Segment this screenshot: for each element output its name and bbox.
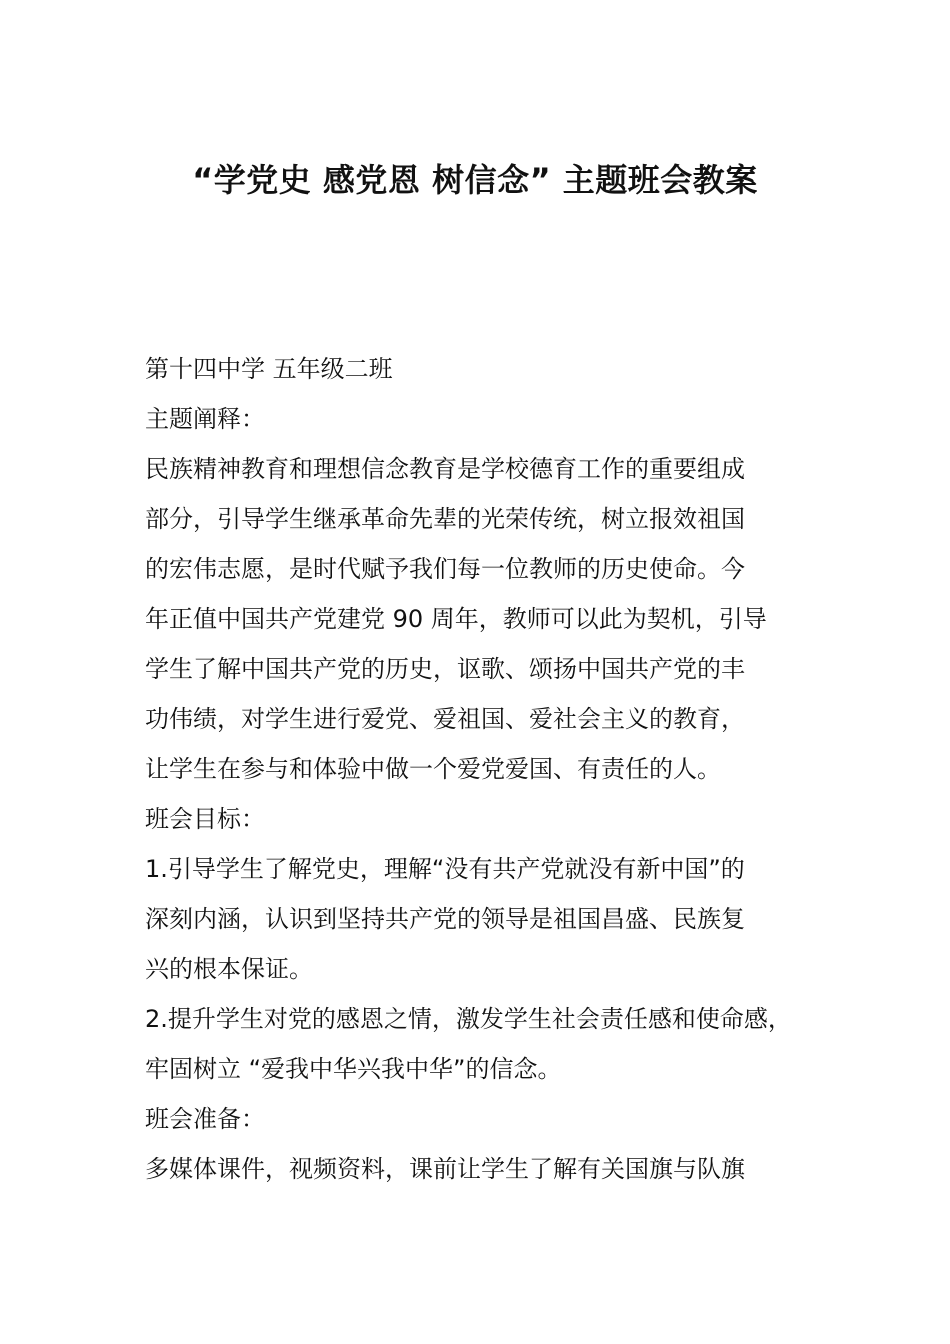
paragraph-line: 民族精神教育和理想信念教育是学校德育工作的重要组成 bbox=[145, 455, 745, 483]
preparation-line: 多媒体课件，视频资料，课前让学生了解有关国旗与队旗 bbox=[145, 1155, 745, 1183]
paragraph-line: 年正值中国共产党建党 90 周年，教师可以此为契机，引导 bbox=[145, 605, 767, 633]
paragraph-line: 让学生在参与和体验中做一个爱党爱国、有责任的人。 bbox=[145, 755, 721, 783]
document-body bbox=[145, 344, 835, 1194]
paragraph-line: 部分，引导学生继承革命先辈的光荣传统，树立报效祖国 bbox=[145, 505, 745, 533]
paragraph-line: 的宏伟志愿，是时代赋予我们每一位教师的历史使命。今 bbox=[145, 555, 745, 583]
goal-line: 1.引导学生了解党史，理解“没有共产党就没有新中国”的 bbox=[145, 855, 745, 883]
section-heading-goals: 班会目标： bbox=[145, 805, 265, 833]
paragraph-line: 功伟绩，对学生进行爱党、爱祖国、爱社会主义的教育， bbox=[145, 705, 745, 733]
section-heading-preparation: 班会准备： bbox=[145, 1105, 265, 1133]
document-title: “学党史 感党恩 树信念” 主题班会教案 bbox=[192, 161, 758, 199]
section-heading-theme: 主题阐释： bbox=[145, 405, 265, 433]
paragraph-line: 学生了解中国共产党的历史，讴歌、颂扬中国共产党的丰 bbox=[145, 655, 745, 683]
goal-line: 深刻内涵，认识到坚持共产党的领导是祖国昌盛、民族复 bbox=[145, 905, 745, 933]
goal-line: 兴的根本保证。 bbox=[145, 955, 313, 983]
school-class-line: 第十四中学 五年级二班 bbox=[145, 355, 393, 383]
goal-line: 2.提升学生对党的感恩之情，激发学生社会责任感和使命感， bbox=[145, 1005, 792, 1033]
goal-line: 牢固树立 “爱我中华兴我中华”的信念。 bbox=[145, 1055, 562, 1083]
